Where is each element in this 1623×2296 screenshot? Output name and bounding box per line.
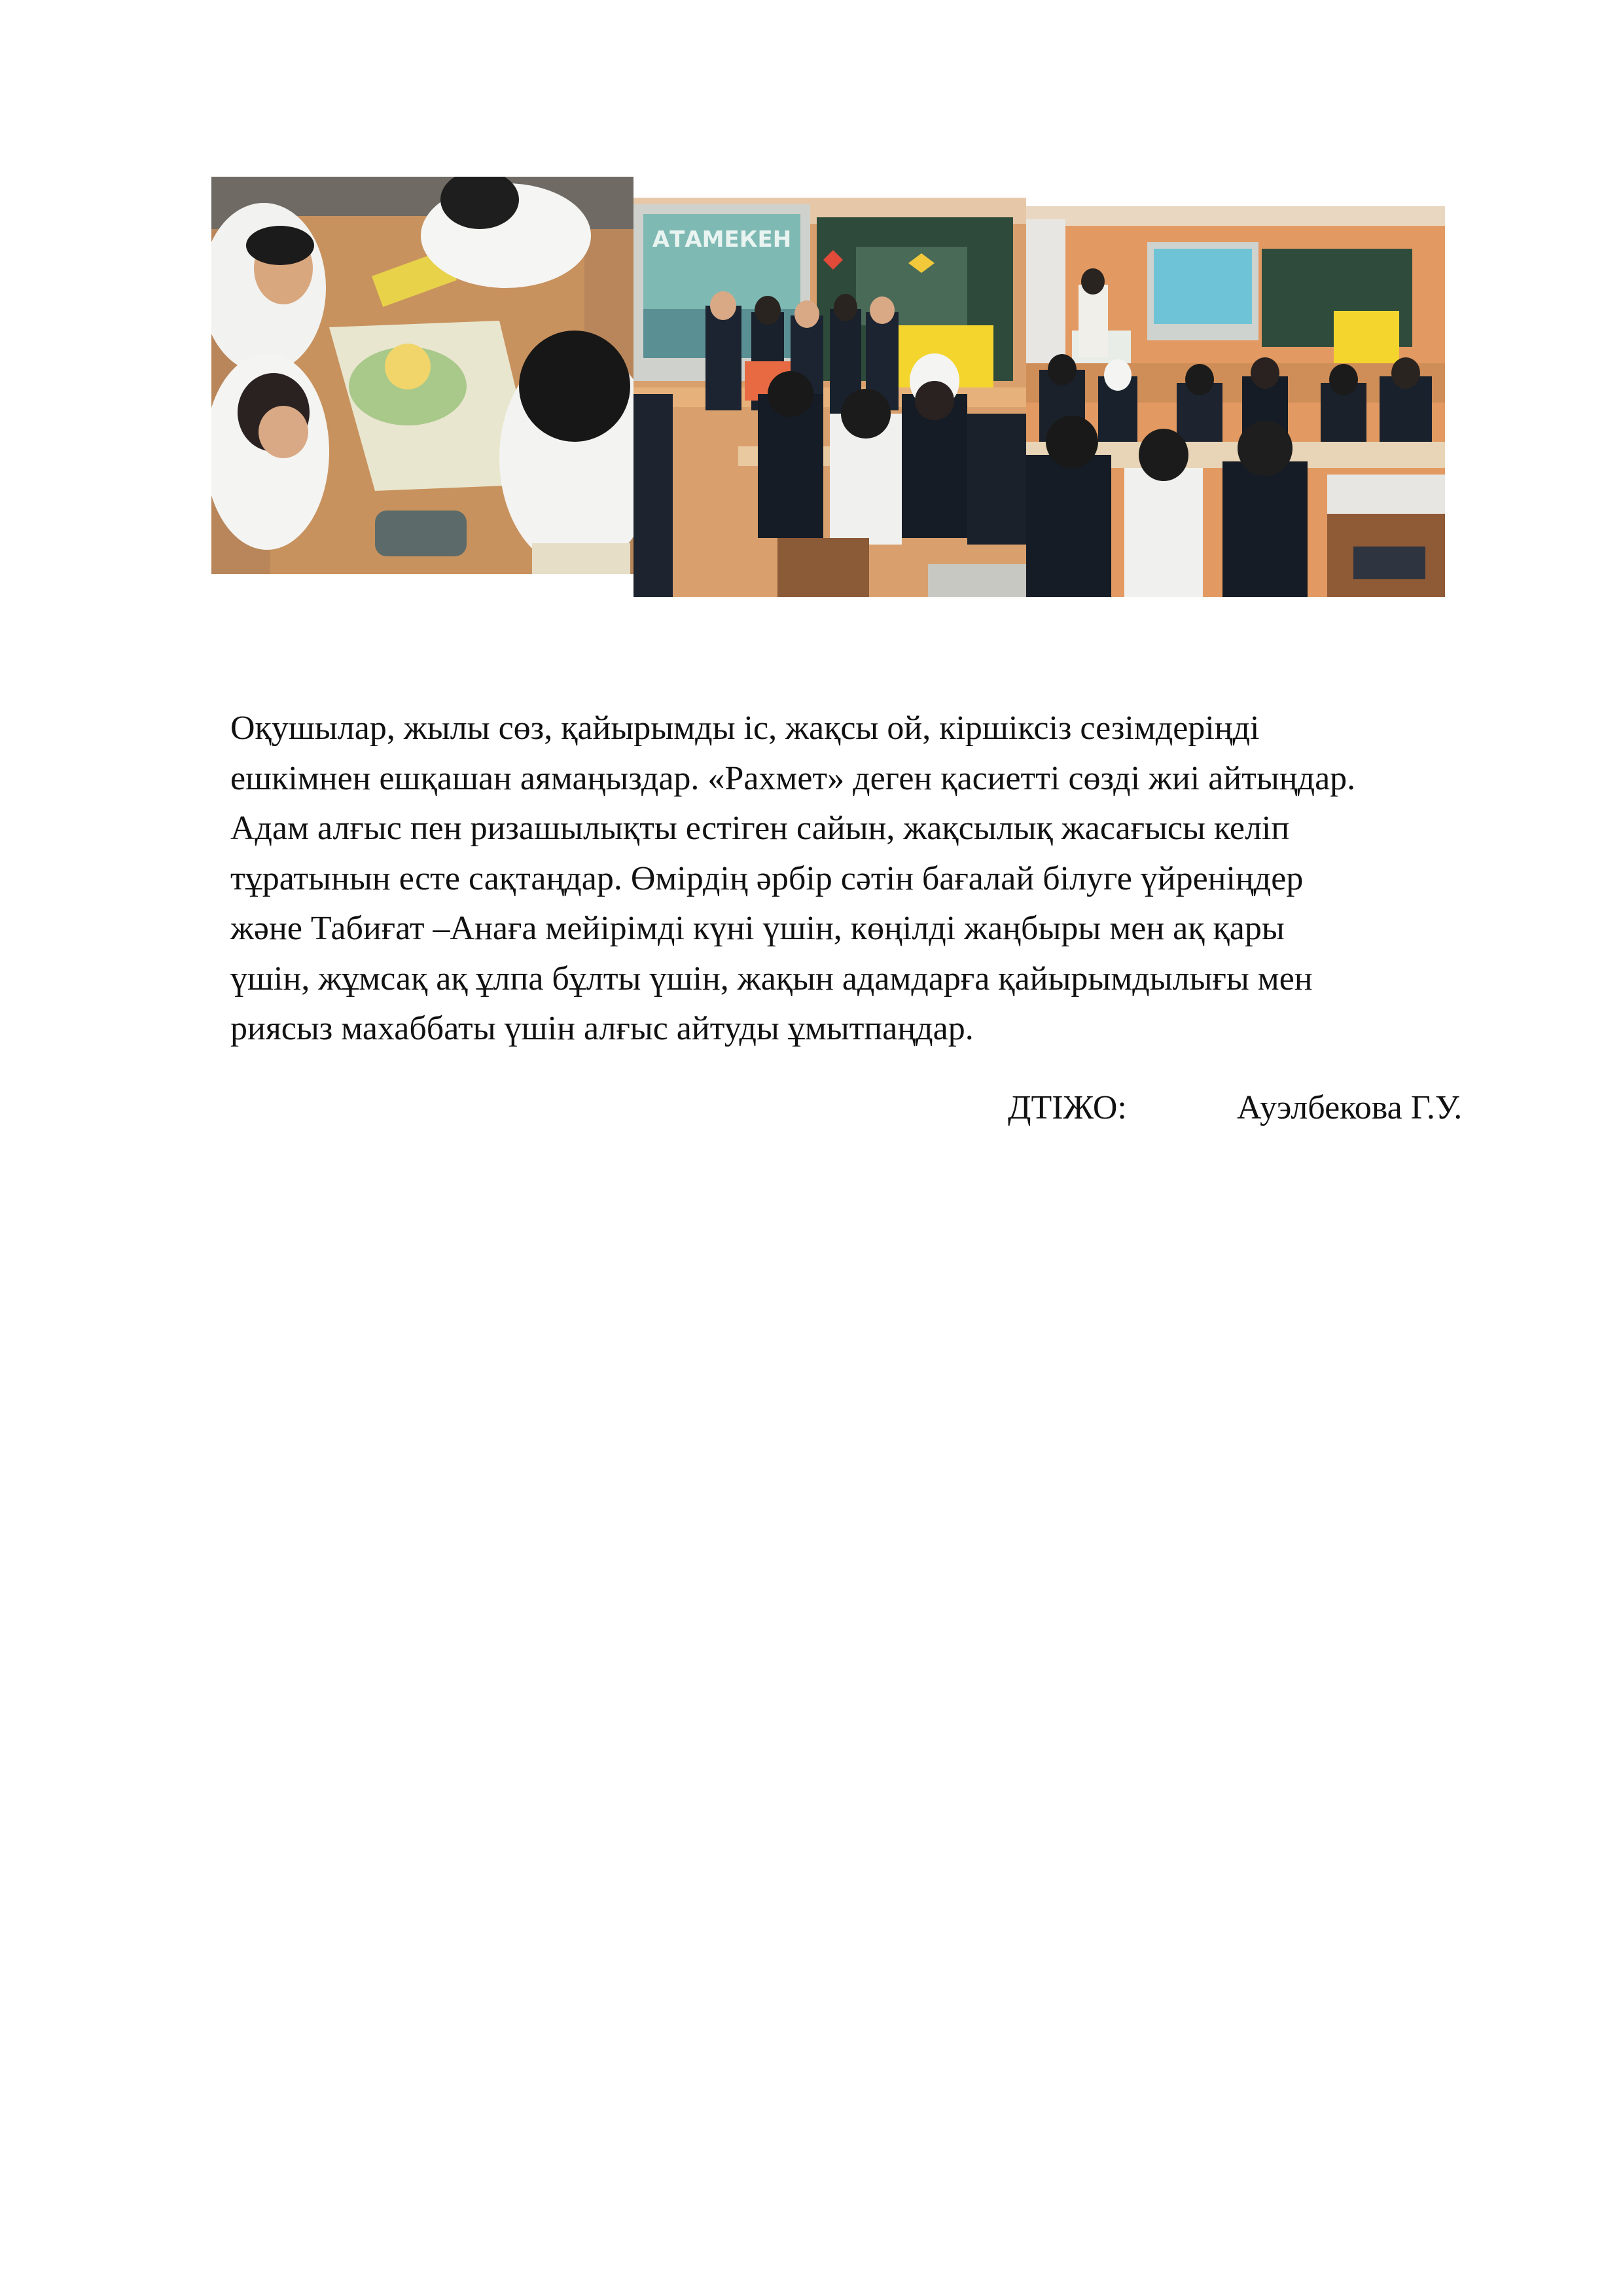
photo-students-drawing bbox=[211, 177, 633, 574]
photo-students-presenting-image bbox=[633, 198, 1026, 597]
paragraph-line: және Табиғат –Анаға мейірімді күні үшін, көңілді жаңбыры мен ақ қары bbox=[230, 910, 1285, 947]
board-title-text: АТАМЕКЕН bbox=[652, 226, 792, 253]
body-paragraph bbox=[230, 704, 1526, 1054]
photo-students-drawing-image bbox=[211, 177, 633, 574]
paragraph-line: үшін, жұмсақ ақ ұлпа бұлты үшін, жақын адамдарға қайырымдылығы мен bbox=[230, 960, 1313, 997]
paragraph-line: ешкімнен ешқашан аямаңыздар. «Рахмет» деген қасиетті сөзді жиі айтыңдар. bbox=[230, 759, 1356, 797]
paragraph-line: Адам алғыс пен ризашылықты естіген сайын, жақсылық жасағысы келіп bbox=[230, 810, 1290, 847]
photo-classroom-teacher bbox=[1026, 206, 1445, 597]
signature-line bbox=[1008, 1083, 1462, 1133]
photo-classroom-teacher-image bbox=[1026, 206, 1445, 597]
signature-role: ДТІЖО: bbox=[1008, 1089, 1127, 1126]
signature-name: Ауэлбекова Г.У. bbox=[1237, 1089, 1463, 1126]
photo-students-presenting bbox=[633, 198, 1026, 597]
paragraph-line: риясыз махаббаты үшін алғыс айтуды ұмытпаңдар. bbox=[230, 1010, 974, 1047]
paragraph-line: тұратынын есте сақтаңдар. Өмірдің әрбір сәтін бағалай білуге үйреніңдер bbox=[230, 859, 1304, 897]
paragraph-line: Оқушылар, жылы сөз, қайырымды іс, жақсы ой, кіршіксіз сезімдеріңді bbox=[230, 709, 1260, 747]
